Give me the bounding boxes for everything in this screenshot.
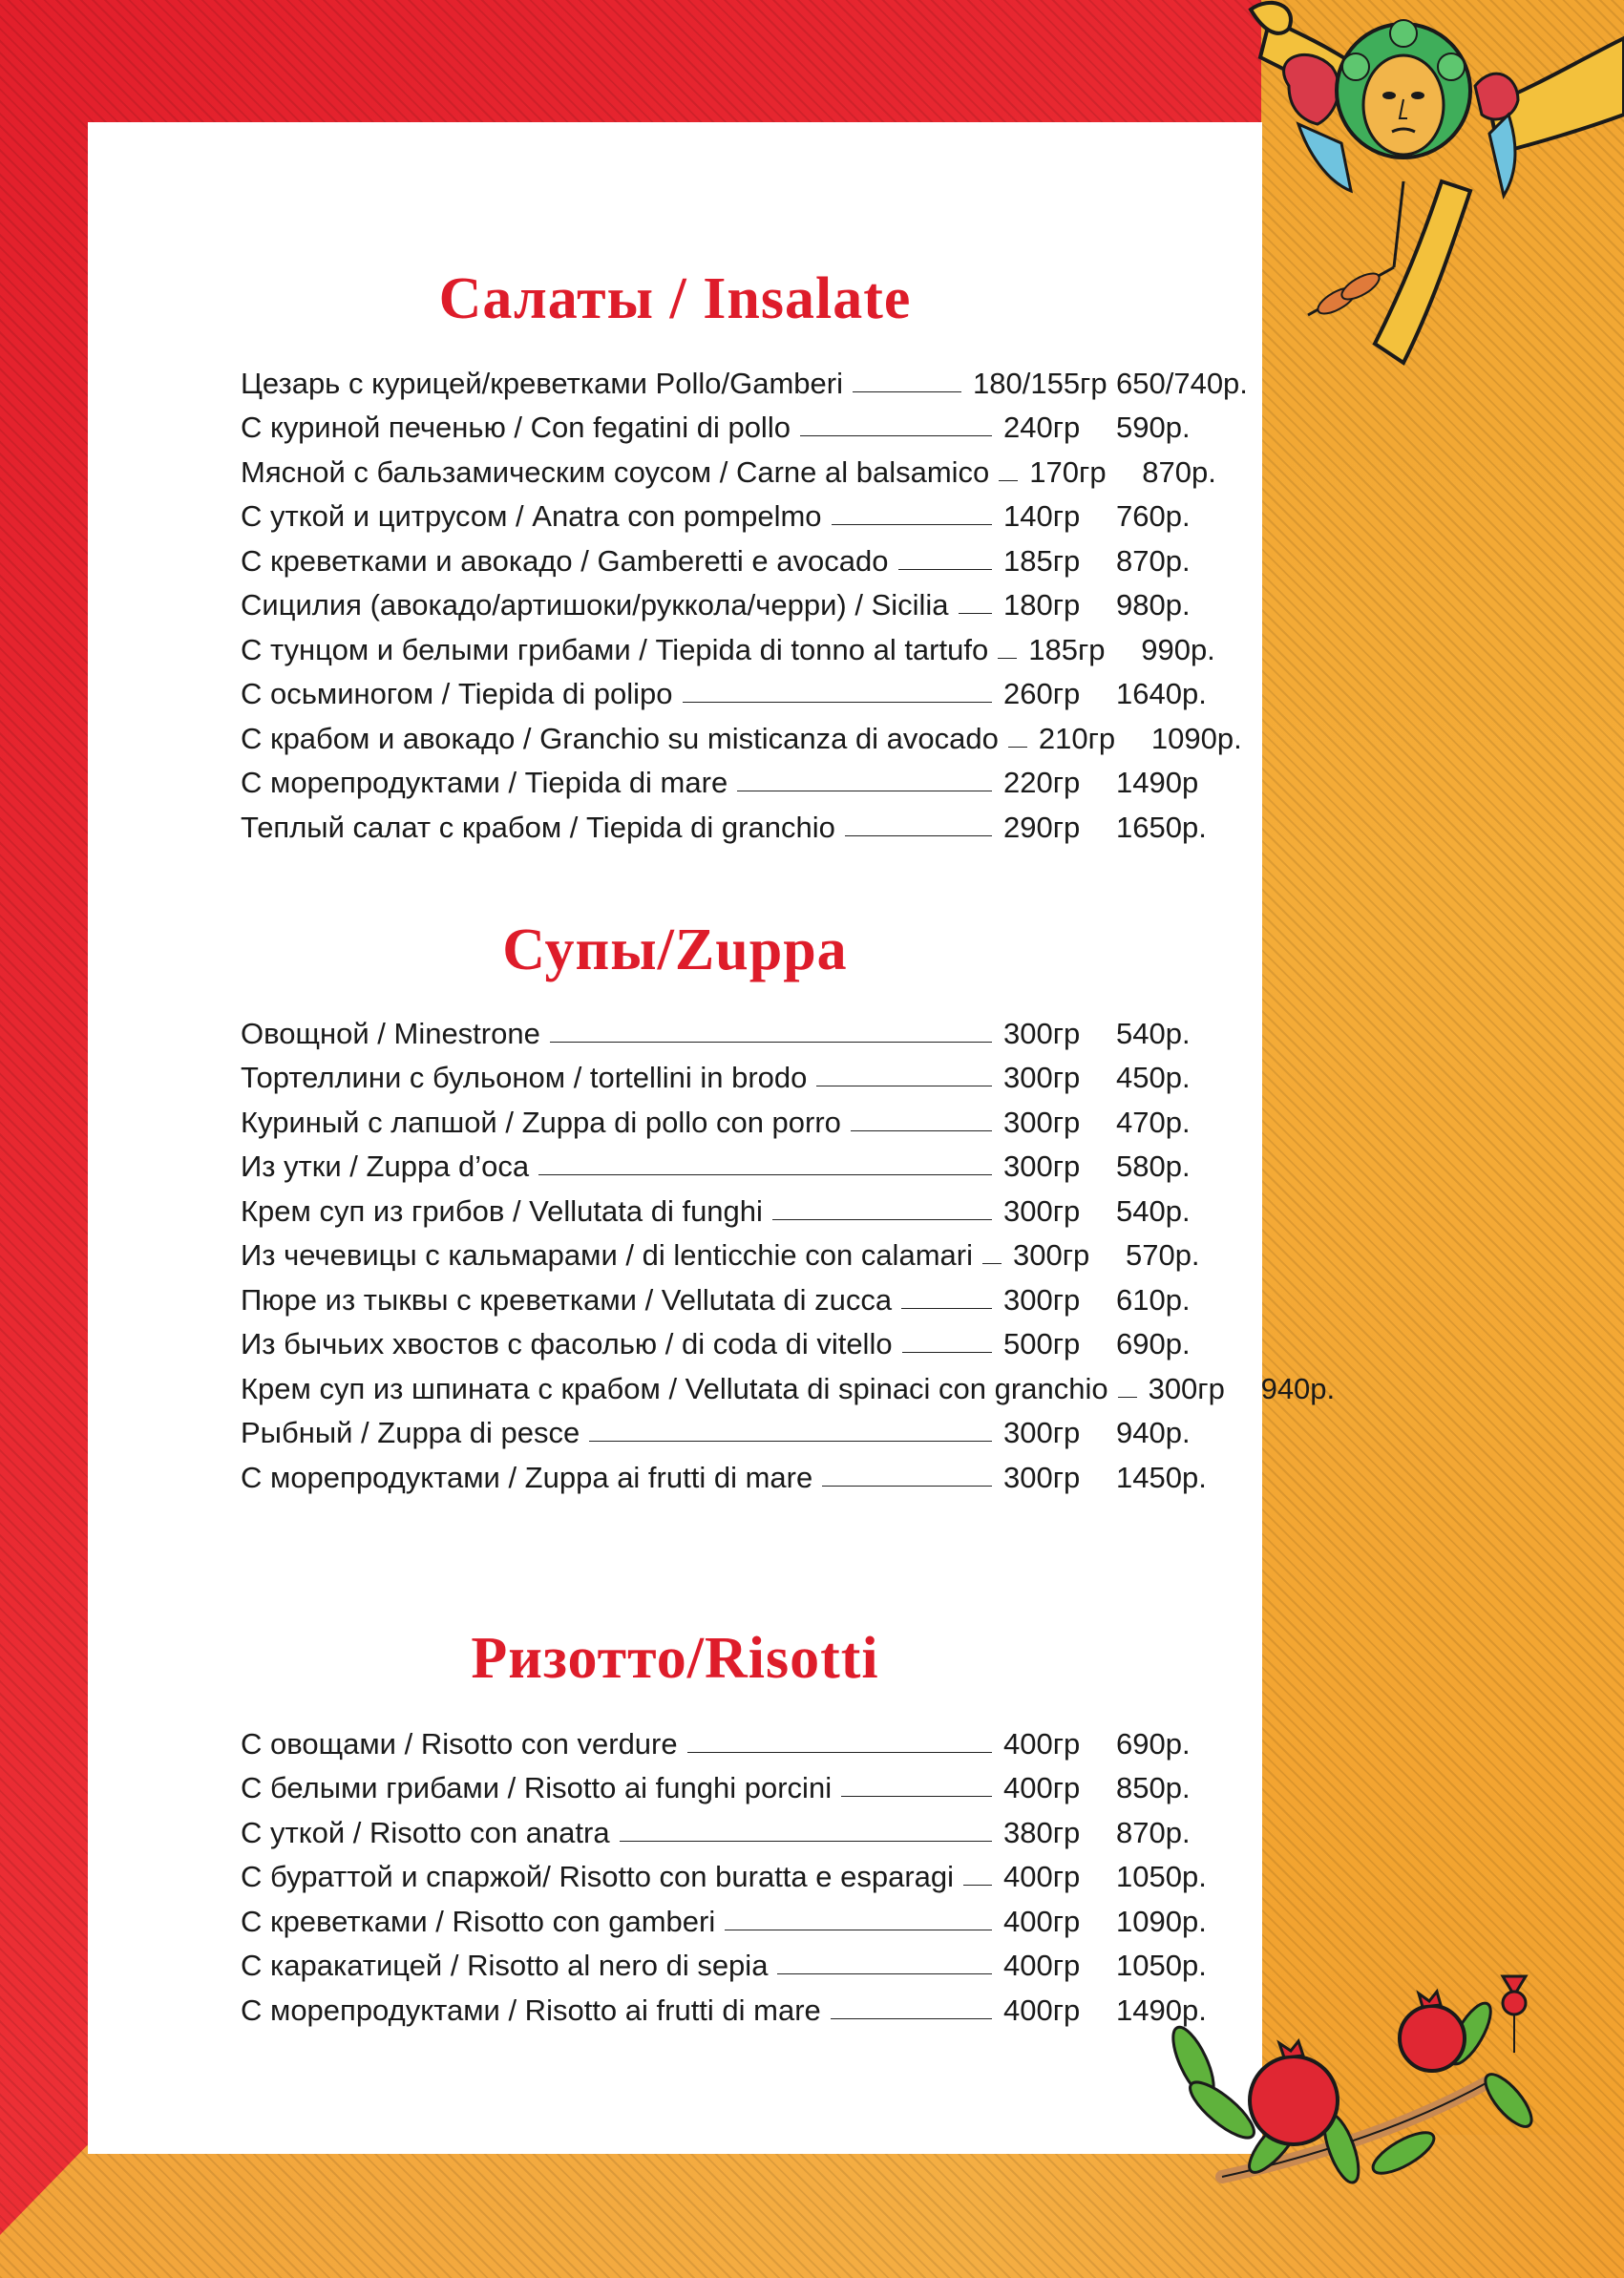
menu-item: [241, 1939, 1210, 1984]
item-price: 540р.: [1116, 1016, 1191, 1050]
item-price: 690р.: [1116, 1726, 1191, 1761]
item-weight: 500гр: [1003, 1327, 1081, 1360]
item-price: 610р.: [1116, 1282, 1191, 1317]
dot-leader: [831, 2018, 992, 2019]
item-name: Сицилия (авокадо/артишоки/руккола/черри) / Sicilia: [241, 588, 949, 622]
item-name: С морепродуктами / Zuppa ai frutti di mare: [241, 1460, 813, 1494]
item-weight: 300гр: [1148, 1371, 1225, 1405]
menu-item: [241, 1761, 1210, 1806]
item-name: С морепродуктами / Risotto ai frutti di mare: [241, 1993, 821, 2027]
dot-leader: [902, 1352, 992, 1353]
menu-item: [241, 711, 1242, 756]
item-name: Из чечевицы с кальмарами / di lenticchie con calamari: [241, 1238, 973, 1272]
menu-item: [241, 1850, 1210, 1895]
dot-leader: [851, 1130, 992, 1131]
item-name: С уткой / Risotto con anatra: [241, 1815, 610, 1849]
item-weight: 400гр: [1003, 1860, 1081, 1893]
item-price: 1090р.: [1116, 1904, 1207, 1938]
item-weight: 180/155гр: [973, 366, 1107, 400]
menu-item: [241, 1273, 1210, 1318]
item-weight: 300гр: [1003, 1193, 1081, 1228]
menu-item: [241, 1361, 1336, 1406]
item-weight: 170гр: [1029, 454, 1107, 489]
menu-item: [241, 1717, 1210, 1761]
item-weight: 380гр: [1003, 1815, 1081, 1849]
item-name: Из бычьих хвостов с фасолью / di coda di vitello: [241, 1327, 893, 1360]
item-price: 450р.: [1116, 1061, 1191, 1094]
menu-item: [241, 800, 1210, 845]
item-weight: 140гр: [1003, 499, 1081, 533]
soups-list: [241, 1006, 1336, 1495]
menu-item: [241, 1006, 1210, 1051]
item-weight: 185гр: [1003, 543, 1081, 578]
risotti-list: [241, 1717, 1210, 2028]
item-name: Из утки / Zuppa d’oca: [241, 1150, 530, 1183]
item-name: Крем суп из грибов / Vellutata di funghi: [241, 1193, 763, 1228]
item-price: 760р.: [1116, 499, 1191, 533]
menu-item: [241, 356, 1248, 401]
item-weight: 300гр: [1003, 1061, 1081, 1094]
menu-item: [241, 534, 1210, 579]
item-name: С осьминогом / Tiepida di polipo: [241, 677, 673, 710]
menu-item: [241, 1318, 1210, 1362]
menu-item: [241, 579, 1210, 623]
item-weight: 210гр: [1038, 721, 1116, 755]
item-price: 690р.: [1116, 1327, 1191, 1360]
item-price: 1090р.: [1150, 721, 1242, 755]
item-name: Тортеллини с бульоном / tortellini in brodo: [241, 1061, 808, 1094]
item-weight: 300гр: [1003, 1105, 1081, 1139]
item-name: С каракатицей / Risotto al nero di sepia: [241, 1949, 769, 1982]
section-title-soups: Супы/Zuppa: [502, 918, 848, 982]
item-price: 570р.: [1125, 1238, 1200, 1272]
dot-leader: [620, 1841, 992, 1842]
menu-item: [241, 1229, 1210, 1274]
dot-leader: [777, 1973, 992, 1974]
item-weight: 400гр: [1003, 1993, 1081, 2027]
item-name: Крем суп из шпината с крабом / Vellutata di spinaci con granchio: [241, 1371, 1108, 1405]
item-name: С куриной печенью / Con fegatini di pollo: [241, 411, 791, 444]
item-weight: 220гр: [1003, 766, 1081, 799]
item-price: 990р.: [1141, 632, 1215, 666]
dot-leader: [683, 702, 992, 703]
item-price: 1640р.: [1116, 677, 1207, 710]
item-weight: 400гр: [1003, 1726, 1081, 1761]
item-name: С морепродуктами / Tiepida di mare: [241, 766, 728, 799]
item-weight: 290гр: [1003, 810, 1081, 844]
dot-leader: [822, 1486, 992, 1487]
item-weight: 400гр: [1003, 1949, 1081, 1982]
item-weight: 180гр: [1003, 588, 1081, 622]
item-price: 1050р.: [1116, 1949, 1207, 1982]
item-price: 1650р.: [1116, 810, 1207, 844]
menu-item: [241, 1095, 1210, 1140]
item-name: Куриный с лапшой / Zuppa di pollo con porro: [241, 1105, 841, 1139]
item-weight: 300гр: [1003, 1460, 1081, 1494]
item-name: С креветками / Risotto con gamberi: [241, 1904, 716, 1938]
salads-list: [241, 356, 1248, 845]
item-price: 870р.: [1116, 1815, 1191, 1849]
dot-leader: [1008, 747, 1027, 748]
item-price: 980р.: [1116, 588, 1191, 622]
item-name: Овощной / Minestrone: [241, 1016, 540, 1050]
menu-item: [241, 1184, 1210, 1229]
menu-item: [241, 1051, 1210, 1096]
dot-leader: [999, 480, 1018, 481]
item-weight: 400гр: [1003, 1771, 1081, 1804]
item-price: 940р.: [1260, 1371, 1336, 1405]
dot-leader: [538, 1174, 992, 1175]
item-name: С овощами / Risotto con verdure: [241, 1726, 678, 1761]
menu-item: [241, 445, 1216, 490]
menu-item: [241, 622, 1215, 667]
item-name: Пюре из тыквы с креветками / Vellutata di zucca: [241, 1282, 893, 1317]
item-name: С крабом и авокадо / Granchio su misticanza di avocado: [241, 721, 999, 755]
menu-item: [241, 490, 1210, 535]
menu-page: [88, 122, 1336, 2154]
item-weight: 300гр: [1003, 1416, 1081, 1449]
item-name: С белыми грибами / Risotto ai funghi porcini: [241, 1771, 833, 1804]
menu-item: [241, 1983, 1210, 2028]
item-weight: 260гр: [1003, 677, 1081, 710]
item-price: 850р.: [1116, 1771, 1191, 1804]
item-name: С бураттой и спаржой/ Risotto con buratta e esparagi: [241, 1860, 955, 1893]
item-weight: 300гр: [1003, 1282, 1081, 1317]
pomegranate-branch-icon: [1165, 1967, 1537, 2205]
item-price: 470р.: [1116, 1105, 1191, 1139]
item-price: 870р.: [1116, 543, 1191, 578]
dot-leader: [841, 1796, 992, 1797]
item-weight: 185гр: [1028, 632, 1106, 666]
item-name: Теплый салат с крабом / Tiepida di granchio: [241, 810, 835, 844]
dot-leader: [687, 1752, 992, 1753]
item-name: С тунцом и белыми грибами / Tiepida di tonno al tartufo: [241, 632, 989, 666]
menu-item: [241, 756, 1210, 801]
item-name: Цезарь с курицей/креветками Pollo/Gamberi: [241, 366, 843, 400]
item-weight: 300гр: [1003, 1150, 1081, 1183]
dot-leader: [998, 658, 1017, 659]
item-price: 540р.: [1116, 1193, 1191, 1228]
item-price: 580р.: [1116, 1150, 1191, 1183]
menu-item: [241, 1894, 1210, 1939]
item-price: 1450р.: [1116, 1460, 1207, 1494]
menu-item: [241, 1450, 1210, 1495]
item-weight: 400гр: [1003, 1904, 1081, 1938]
trinacria-medusa-icon: [1232, 0, 1624, 401]
dot-leader: [589, 1441, 992, 1442]
item-price: 650/740р.: [1116, 366, 1248, 400]
dot-leader: [845, 835, 992, 836]
item-name: Мясной с бальзамическим соусом / Carne al balsamico: [241, 454, 990, 489]
dot-leader: [982, 1263, 1002, 1264]
item-weight: 300гр: [1003, 1016, 1081, 1050]
item-weight: 240гр: [1003, 411, 1081, 444]
item-name: С креветками и авокадо / Gamberetti e avocado: [241, 543, 889, 578]
item-price: 1050р.: [1116, 1860, 1207, 1893]
dot-leader: [832, 524, 992, 525]
menu-item: [241, 401, 1210, 446]
item-price: 870р.: [1142, 454, 1216, 489]
item-weight: 300гр: [1012, 1238, 1090, 1272]
dot-leader: [959, 613, 992, 614]
dot-leader: [901, 1308, 992, 1309]
item-name: Рыбный / Zuppa di pesce: [241, 1416, 580, 1449]
item-price: 1490р: [1116, 766, 1199, 799]
menu-item: [241, 1406, 1210, 1451]
dot-leader: [1118, 1397, 1137, 1398]
item-name: С уткой и цитрусом / Anatra con pompelmo: [241, 499, 822, 533]
dot-leader: [853, 391, 961, 392]
menu-item: [241, 1140, 1210, 1185]
menu-item: [241, 667, 1210, 712]
dot-leader: [963, 1885, 992, 1886]
item-price: 590р.: [1116, 411, 1191, 444]
item-price: 940р.: [1116, 1416, 1191, 1449]
section-title-risotti: Ризотто/Risotti: [471, 1626, 879, 1691]
dot-leader: [898, 569, 993, 570]
dot-leader: [772, 1219, 992, 1220]
menu-item: [241, 1805, 1210, 1850]
item-price: 1490р.: [1116, 1993, 1207, 2027]
section-title-salads: Салаты / Insalate: [438, 266, 912, 331]
dot-leader: [550, 1042, 992, 1043]
dot-leader: [800, 435, 992, 436]
